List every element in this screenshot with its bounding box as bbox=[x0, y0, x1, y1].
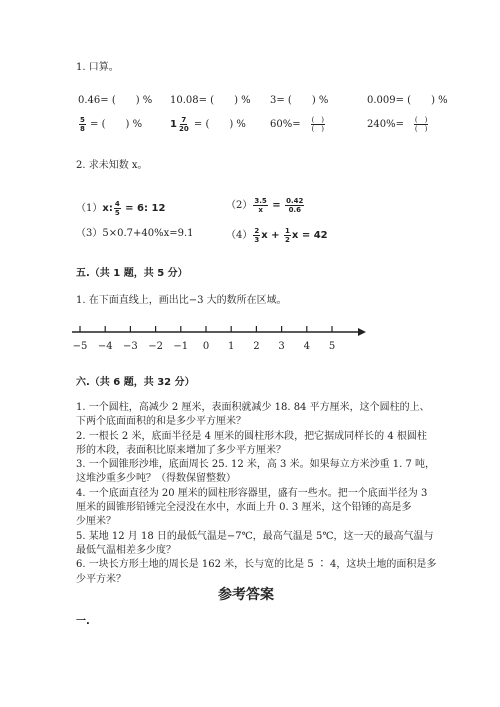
calc-item-1: 0.46= ( ) % bbox=[78, 95, 153, 106]
answers-section-one: 一. bbox=[76, 616, 90, 627]
fraction: $\frac{2}{3}$ bbox=[254, 227, 260, 244]
question-line: 5. 某地 12 月 18 日的最低气温是−7℃，最高气温是 5℃，这一天的最高气温与 bbox=[76, 530, 434, 542]
calc-item-6: 1 $\frac{7}{20}$ = ( ) % bbox=[170, 116, 246, 133]
question-line: 少厘米？ bbox=[76, 516, 116, 528]
calc-item-7: 60%= $\frac{( )}{( )}$ bbox=[270, 116, 332, 133]
fraction: $\frac{( )}{( )}$ bbox=[414, 116, 428, 133]
question-line: 下两个底面面积的和是多少平方厘米？ bbox=[76, 416, 246, 428]
tick-label: 1 bbox=[228, 341, 235, 352]
tick-label: −2 bbox=[148, 341, 163, 352]
tick-label: 3 bbox=[278, 341, 285, 352]
section6-questions bbox=[76, 401, 446, 587]
fraction: $\frac{5}{8}$ bbox=[80, 116, 85, 133]
calc-item-5: $\frac{5}{8}$ = ( ) % bbox=[80, 116, 143, 133]
equation-3: （3）5×0.7+40%x=9.1 bbox=[76, 228, 194, 239]
tick-label: 4 bbox=[303, 341, 310, 352]
question-line: 最低气温相差多少度？ bbox=[76, 544, 176, 556]
fraction: $\frac{0.42}{0.6}$ bbox=[286, 197, 304, 214]
fraction: $\frac{1}{2}$ bbox=[285, 227, 290, 244]
question-line: 4. 一个底面直径为 20 厘米的圆柱形容器里，盛有一些水。把一个底面半径为 3 bbox=[76, 487, 428, 499]
tick-label: −4 bbox=[97, 341, 113, 352]
question-line: 3. 一个圆锥形沙堆，底面周长 25. 12 米，高 3 米。如果每立方米沙重 1. 7 吨， bbox=[76, 459, 436, 471]
question-line: 1. 一个圆柱，高减少 2 厘米，表面积就减少 18. 84 平方厘米，这个圆柱的上、 bbox=[76, 402, 430, 413]
fraction: $\frac{( )}{( )}$ bbox=[311, 116, 325, 133]
section2-heading: 2. 求未知数 x。 bbox=[76, 160, 148, 171]
calc-item-8: 240%= $\frac{( )}{( )}$ bbox=[367, 116, 435, 133]
equation-4: （4） $\frac{2}{3}$ x + $\frac{1}{2}$ x = 42 bbox=[226, 227, 328, 244]
calc-item-4: 0.009= ( ) % bbox=[367, 95, 448, 106]
question-line: 2. 一根长 2 米，底面半径是 4 厘米的圆柱形木段，把它据成同样长的 4 根圆柱 bbox=[76, 430, 427, 442]
fraction: $\frac{4}{5}$ bbox=[114, 200, 120, 217]
question-line: 6. 一块长方形土地的周长是 162 米，长与宽的比是 5 ∶ 4，这块土地的面积是多 bbox=[76, 559, 437, 571]
equation-1: （1）x: $\frac{4}{5}$ = 6: 12 bbox=[76, 200, 166, 217]
tick-label: 2 bbox=[253, 341, 260, 352]
fraction: $\frac{7}{20}$ bbox=[178, 116, 189, 133]
tick-label: 5 bbox=[328, 341, 336, 352]
tick-label: −5 bbox=[72, 341, 88, 352]
calc-item-2: 10.08= ( ) % bbox=[170, 95, 251, 106]
question-line: 少平方米？ bbox=[76, 573, 126, 585]
arrow-icon bbox=[358, 328, 366, 336]
question-line: 厘米的圆锥形铅锤完全浸没在水中，水面上升 0. 3 厘米，这个铅锤的高是多 bbox=[76, 502, 412, 514]
tick-label: −1 bbox=[173, 341, 189, 352]
calc-item-3: 3= ( ) % bbox=[270, 95, 329, 106]
fraction: $\frac{3.5}{x}$ bbox=[254, 197, 267, 214]
answers-title: 参考答案 bbox=[218, 587, 274, 603]
section1-heading: 1. 口算。 bbox=[76, 62, 119, 73]
question-line: 形的木段，表面积比原来增加了多少平方厘米？ bbox=[76, 444, 286, 456]
tick-label: −3 bbox=[123, 341, 138, 352]
equation-2: （2） $\frac{3.5}{x}$ = $\frac{0.42}{0.6}$ bbox=[226, 197, 304, 214]
tick-label: 0 bbox=[202, 341, 210, 352]
section6-title: 六.（共 6 题，共 32 分） bbox=[76, 377, 195, 388]
number-line bbox=[70, 322, 370, 356]
section5-title: 五.（共 1 题，共 5 分） bbox=[76, 268, 188, 279]
question-line: 这堆沙重多少吨？（得数保留整数） bbox=[76, 473, 236, 485]
section5-question: 1. 在下面直线上，画出比−3 大的数所在区域。 bbox=[76, 295, 287, 306]
